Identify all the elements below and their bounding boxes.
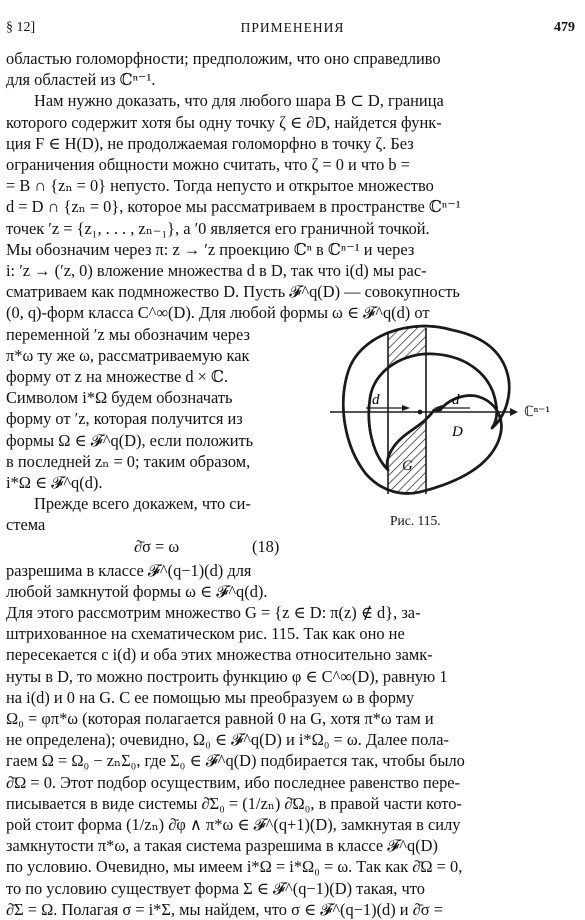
- page-number: 479: [554, 20, 575, 35]
- axis-arrowhead: [510, 408, 518, 416]
- text-line: по условию. Очевидно, мы имеем i*Ω = i*Ω₀ = ω. Так как ∂̄Ω = 0,: [6, 857, 463, 877]
- text-line: любой замкнутой формы ω ∈ 𝓕^q(d).: [6, 581, 268, 601]
- display-equation: [6, 536, 300, 558]
- text-line: Нам нужно доказать, что для любого шара B ⊂ D, граница: [34, 91, 444, 111]
- paragraph-proof-setup: [6, 90, 579, 323]
- equation-body: ∂̄σ = ω: [134, 536, 180, 556]
- main-text: [6, 48, 579, 920]
- text-line: пересекается с i(d) и оба этих множества относительно замк-: [6, 645, 433, 665]
- text-line: i*Ω ∈ 𝓕^q(d).: [6, 473, 103, 493]
- text-line: на i(d) и 0 на G. С ее помощью мы преобразуем ω в форму: [6, 687, 415, 707]
- text-line: i: ′z → (′z, 0) вложение множества d в D, так что i(d) мы рас-: [6, 261, 427, 281]
- text-line: которого содержит хотя бы одну точку ζ ∈ ∂D, найдется функ-: [6, 112, 442, 132]
- text-line: ∂̄Ω = 0. Этот подбор осуществим, ибо последнее равенство пере-: [6, 772, 460, 792]
- paragraph-construction: [6, 602, 579, 920]
- text-line: разрешима в классе 𝓕^(q−1)(d) для: [6, 560, 252, 580]
- label-set-g: G: [402, 457, 413, 474]
- text-line: то по условию существует форма Σ ∈ 𝓕^(q−1)(D) такая, что: [6, 878, 425, 898]
- label-region-d: D: [452, 423, 463, 440]
- running-head: [6, 20, 579, 40]
- text-line: областью голоморфности; предположим, что оно справедливо: [6, 49, 441, 68]
- text-line: штрихованное на схематическом рис. 115. Так как оно не: [6, 624, 405, 644]
- text-line: ∂̄Σ = Ω. Полагая σ = i*Σ, мы найдем, что σ ∈ 𝓕^(q−1)(d) и ∂̄σ =: [6, 899, 443, 919]
- text-line: (0, q)-форм класса C^∞(D). Для любой формы ω ∈ 𝓕^q(d) от: [6, 303, 430, 323]
- paragraph-continuation: [6, 48, 579, 90]
- text-line: ция F ∈ H(D), не продолжаемая голоморфно в точку ζ. Без: [6, 133, 414, 153]
- text-line: точек ′z = {z₁, . . . , zₙ₋₁}, а ′0 является его граничной точкой.: [6, 218, 430, 238]
- text-line: писывается в виде системы ∂̄Σ₀ = (1/zₙ) ∂̄Ω₀, в правой части кото-: [6, 793, 462, 813]
- text-line: стема: [6, 515, 46, 535]
- d-left-arrowhead: [402, 405, 410, 411]
- text-line: нуты в D, то можно построить функцию φ ∈ C^∞(D), равную 1: [6, 666, 448, 686]
- text-line: Символом i*Ω будем обозначать: [6, 388, 233, 408]
- origin-point: [418, 409, 423, 414]
- text-line: Прежде всего докажем, что си-: [34, 494, 251, 514]
- label-d-left: d: [372, 391, 380, 408]
- figure-115: [302, 324, 579, 549]
- label-d-right: d: [452, 391, 460, 408]
- wrapped-text: [6, 324, 300, 558]
- text-line: Ω₀ = φπ*ω (которая полагается равной 0 на G, хотя π*ω там и: [6, 709, 434, 729]
- text-with-figure: [6, 324, 579, 560]
- running-title: ПРИМЕНЕНИЯ: [240, 20, 345, 35]
- text-line: π*ω ту же ω, рассматриваемую как: [6, 345, 250, 365]
- text-line: формы Ω ∈ 𝓕^q(D), если положить: [6, 430, 254, 450]
- text-line: = B ∩ {zₙ = 0} непусто. Тогда непусто и открытое множество: [6, 176, 434, 196]
- text-line: в последней zₙ = 0; таким образом,: [6, 451, 251, 471]
- text-line: рой стоит форма (1/zₙ) ∂̄φ ∧ π*ω ∈ 𝓕^(q+1)(D), замкнутая в силу: [6, 815, 461, 835]
- section-marker: § 12]: [6, 20, 36, 35]
- figure-caption: Рис. 115.: [390, 512, 441, 528]
- text-line: d = D ∩ {zₙ = 0}, которое мы рассматриваем в пространстве ℂⁿ⁻¹: [6, 197, 461, 217]
- text-line: гаем Ω = Ω₀ − zₙΣ₀, где Σ₀ ∈ 𝓕^q(D) подбирается так, чтобы было: [6, 751, 465, 771]
- figure-diagram: [302, 324, 579, 509]
- text-line: для областей из ℂⁿ⁻¹.: [6, 70, 156, 90]
- text-line: замкнутости π*ω, а такая система разрешима в классе 𝓕^q(D): [6, 836, 438, 856]
- equation-followup: [6, 560, 579, 602]
- text-line: форму от ′z, которая получится из: [6, 409, 243, 429]
- equation-number: (18): [252, 536, 280, 556]
- text-line: переменной ′z мы обозначим через: [6, 324, 250, 344]
- text-line: Мы обозначим через π: z → ′z проекцию ℂⁿ в ℂⁿ⁻¹ и через: [6, 239, 415, 259]
- text-line: форму от z на множестве d × ℂ.: [6, 367, 229, 387]
- text-line: Для этого рассмотрим множество G = {z ∈ D: π(z) ∉ d}, за-: [6, 603, 421, 623]
- text-line: сматриваем как подмножество D. Пусть 𝓕^q(D) — совокупность: [6, 282, 460, 302]
- text-line: ограничения общности можно считать, что ζ = 0 и что b =: [6, 155, 410, 175]
- label-axis: ℂⁿ⁻¹: [524, 404, 550, 420]
- text-line: не определена); очевидно, Ω₀ ∈ 𝓕^q(D) и i*Ω₀ = ω. Далее пола-: [6, 730, 449, 750]
